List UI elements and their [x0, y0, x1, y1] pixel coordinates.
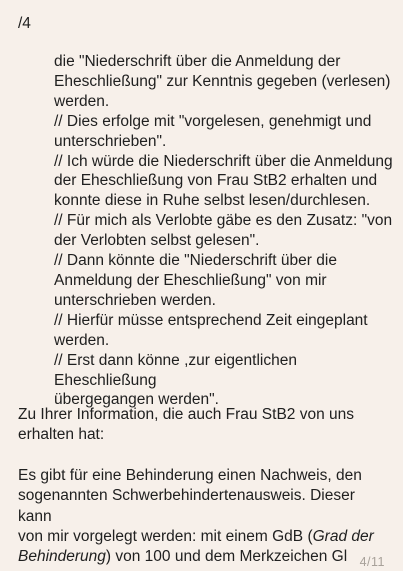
evidence-line: sogenannten Schwerbehindertenausweis. Dieser kann — [18, 487, 355, 525]
quote-line: Eheschließung" zur Kenntnis gegeben (verlesen) — [54, 72, 391, 90]
quote-line: // Hierfür müsse entsprechend Zeit eingeplant — [54, 311, 368, 329]
quote-line: // Erst dann könne ,zur eigentlichen Eheschließung — [54, 351, 297, 389]
evidence-text: von mir vorgelegt werden: mit einem GdB ( — [18, 527, 313, 545]
quote-line: // Dann könnte die "Niederschrift über die — [54, 252, 337, 270]
quote-line: werden. — [54, 331, 110, 349]
indented-quote-block — [54, 52, 394, 410]
evidence-italic-text: Grad der — [312, 527, 374, 545]
evidence-text: ) von 100 und dem Merkzeichen Gl — [105, 548, 348, 566]
evidence-line — [18, 547, 390, 567]
evidence-paragraph — [18, 466, 390, 567]
page-counter: 4/11 — [359, 555, 385, 569]
quote-line: // Für mich als Verlobte gäbe es den Zusatz: "von — [54, 212, 393, 230]
evidence-line: Es gibt für eine Behinderung einen Nachweis, den — [18, 467, 362, 484]
quote-line: der Verlobten selbst gelesen". — [54, 232, 260, 250]
quote-line: Anmeldung der Eheschließung" von mir — [54, 271, 327, 289]
quote-line: unterschrieben". — [54, 132, 167, 150]
quote-line: unterschrieben werden. — [54, 291, 216, 309]
evidence-italic-text: Behinderung — [18, 548, 106, 566]
quote-line: werden. — [54, 92, 110, 110]
quote-line: übergegangen werden". — [54, 391, 219, 409]
quote-line: der Eheschließung von Frau StB2 erhalten und — [54, 172, 378, 190]
page-marker: /4 — [18, 15, 31, 32]
info-line: Zu Ihrer Information, die auch Frau StB2 von uns — [18, 406, 355, 423]
quote-line: konnte diese in Ruhe selbst lesen/durchlesen. — [54, 192, 371, 210]
info-line: erhalten hat: — [18, 426, 105, 444]
quote-line: // Dies erfolge mit "vorgelesen, genehmigt und — [54, 112, 372, 130]
info-paragraph — [18, 405, 390, 446]
quote-line: die "Niederschrift über die Anmeldung der — [54, 53, 341, 70]
quote-line: // Ich würde die Niederschrift über die Anmeldung — [54, 152, 393, 170]
evidence-line — [18, 527, 390, 547]
